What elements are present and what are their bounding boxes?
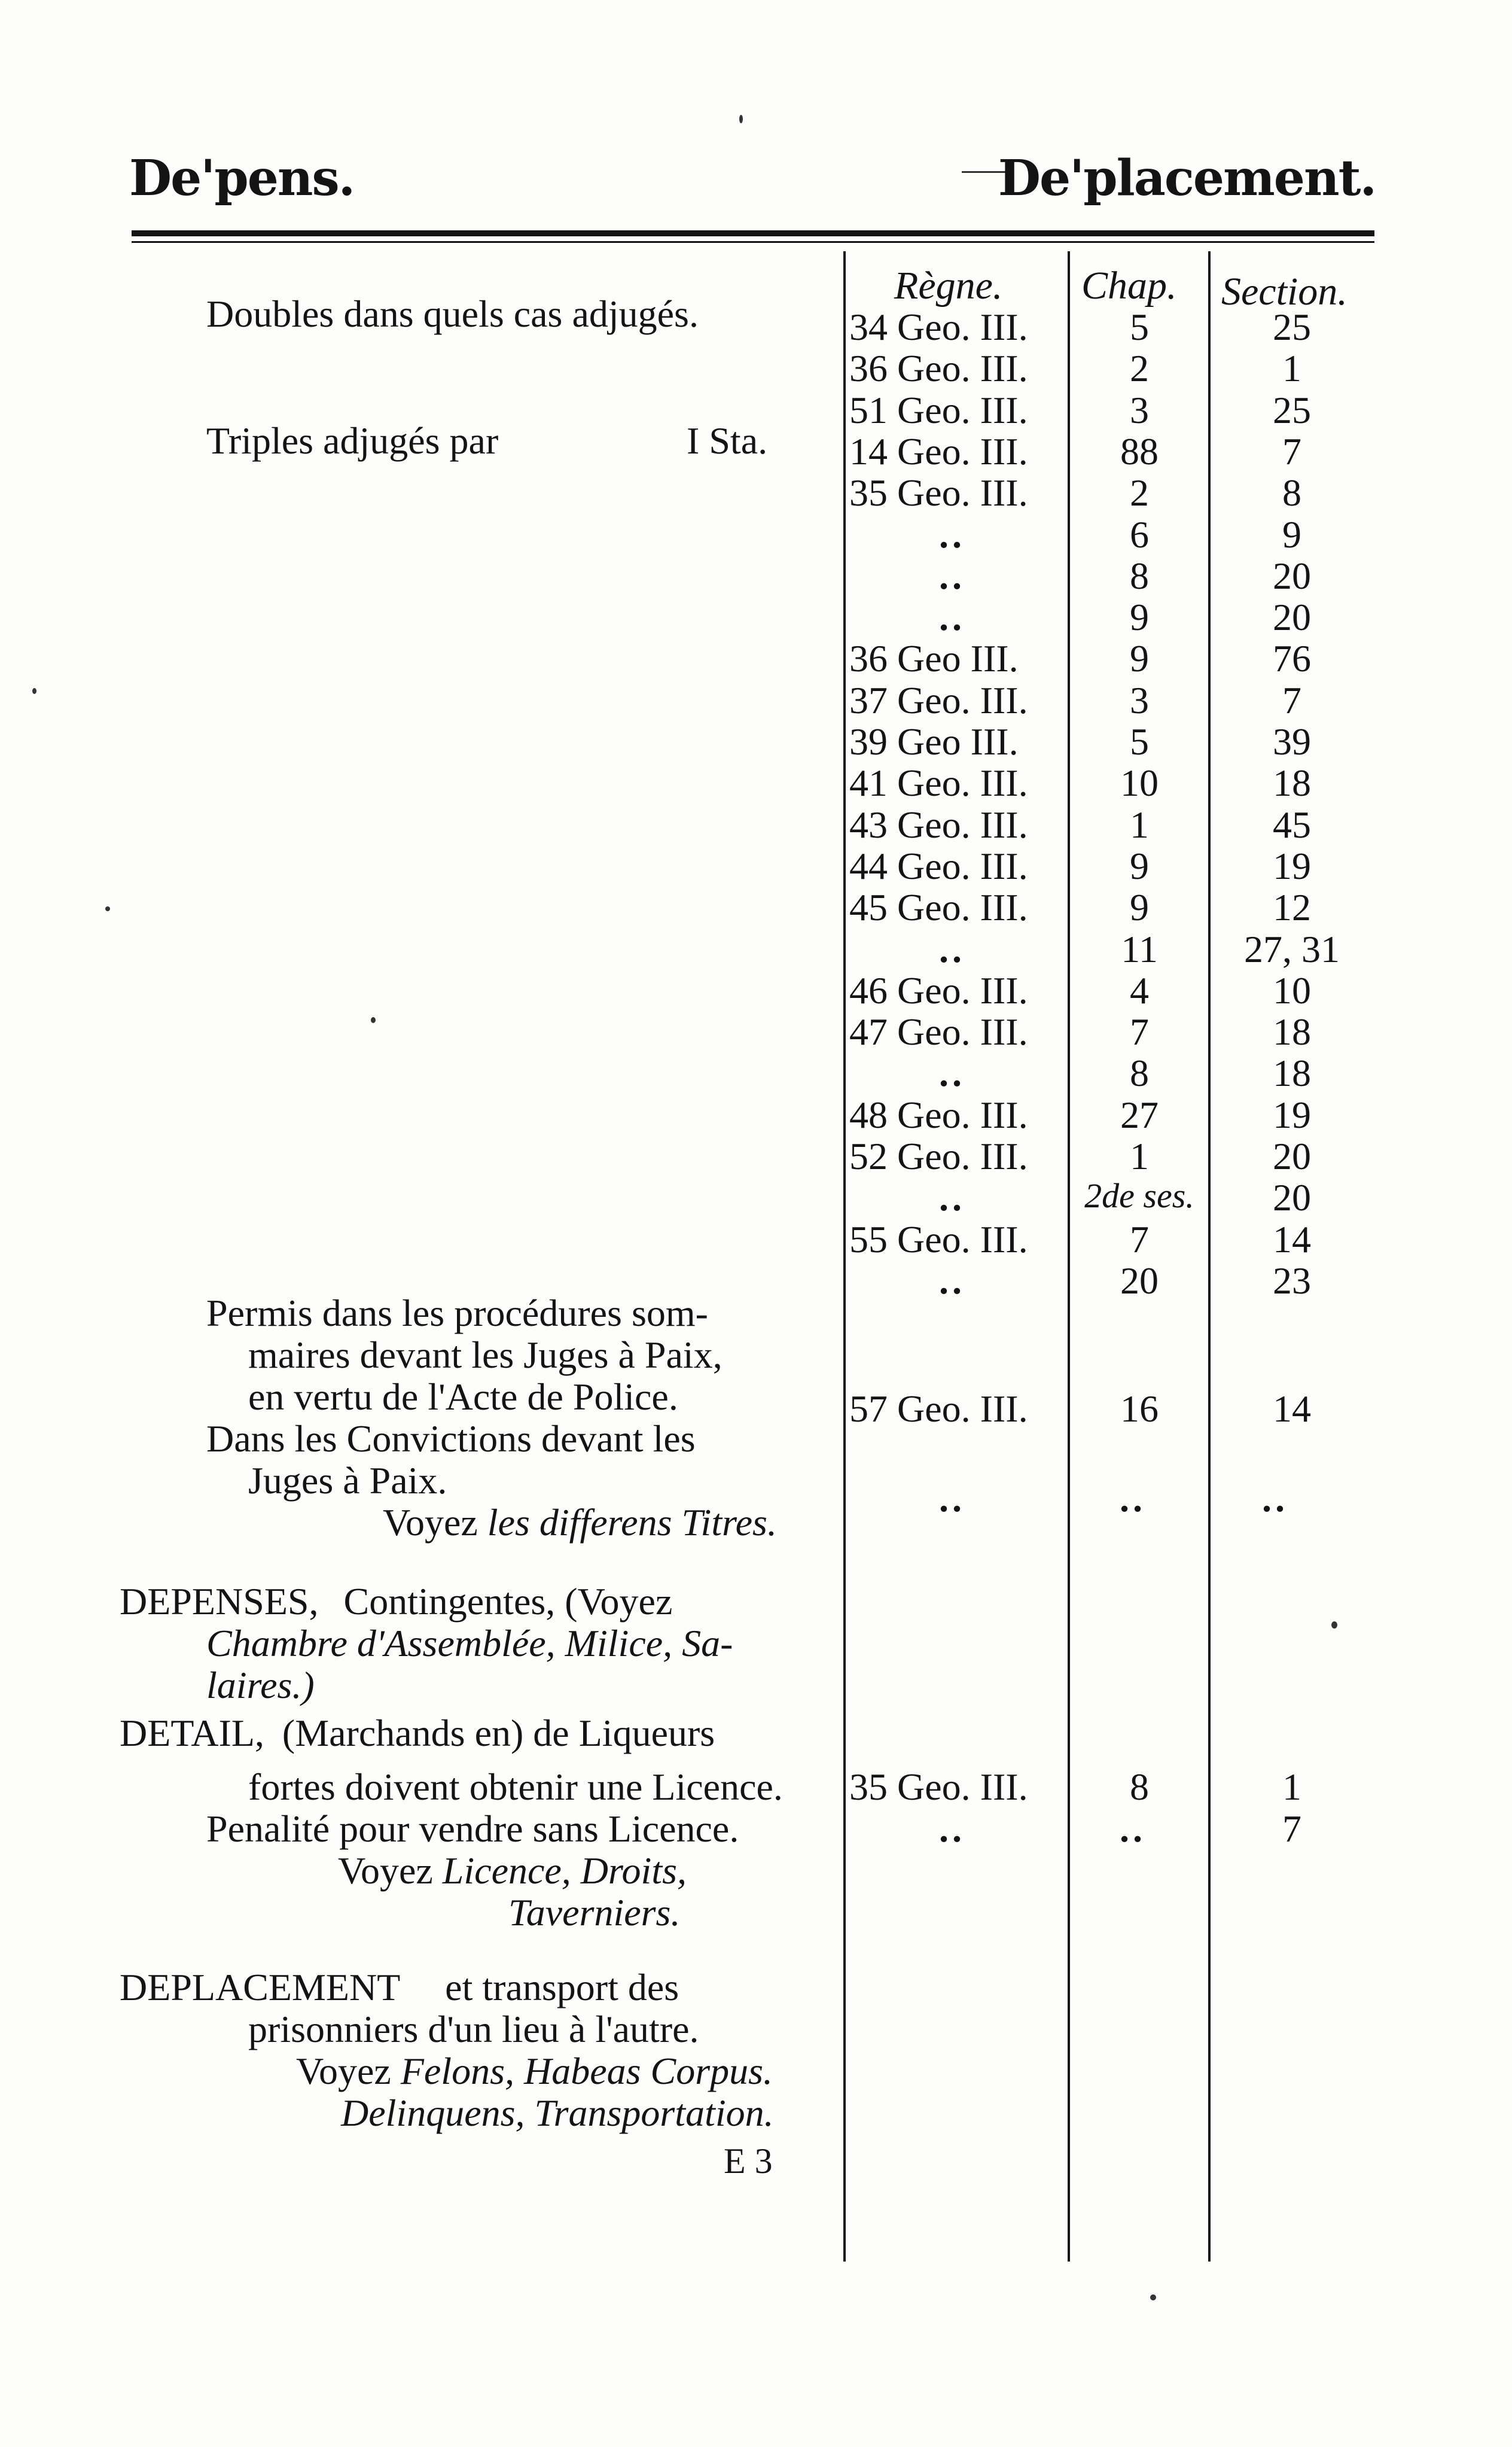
row-section: 20	[1273, 1135, 1311, 1177]
row-dots-regne: ..	[939, 1477, 965, 1520]
entry-deplacement	[120, 1965, 679, 2010]
voyez-felons-lead: Voyez	[296, 2050, 391, 2092]
row-penalite-regne: ..	[939, 1807, 965, 1850]
voyez-felons	[296, 2049, 773, 2093]
row-section: 25	[1273, 306, 1311, 348]
row-section: 18	[1273, 762, 1311, 804]
row-section: 7	[1282, 679, 1301, 722]
depenses-text: Contingentes, (Voyez	[343, 1580, 673, 1623]
print-speck	[371, 1017, 376, 1023]
signature-mark: E 3	[724, 2141, 773, 2181]
entry-doubles: Doubles dans quels cas adjugés.	[206, 293, 699, 335]
deplacement-heading: DEPLACEMENT	[120, 1966, 400, 2008]
row-chap: 1	[1130, 1135, 1149, 1177]
voyez-licence-line2: Taverniers.	[508, 1891, 681, 1934]
row-section: 7	[1282, 430, 1301, 473]
depenses-heading: DEPENSES,	[120, 1580, 319, 1623]
print-speck	[1150, 2294, 1156, 2300]
running-head-right: De'placement.	[998, 150, 1376, 207]
entry-triples-statute: I Sta.	[687, 419, 768, 462]
row-section: 18	[1273, 1052, 1311, 1094]
row-regne: ..	[939, 1176, 965, 1219]
voyez-licence	[338, 1849, 687, 1893]
entry-depenses-line2: Chambre d'Assemblée, Milice, Sa-	[206, 1622, 733, 1664]
row-regne: 37 Geo. III.	[849, 679, 1028, 722]
row-regne: ..	[939, 513, 965, 556]
detail-text: (Marchands en) de Liqueurs	[282, 1712, 715, 1754]
row-chap: 20	[1120, 1259, 1159, 1302]
print-speck	[739, 115, 743, 123]
voyez-licence-lead: Voyez	[338, 1849, 433, 1892]
entry-triples: Triples adjugés par	[206, 419, 499, 462]
voyez-reference: les differens Titres.	[487, 1501, 777, 1544]
row-chap: 2de ses.	[1084, 1176, 1194, 1215]
column-divider-regne	[843, 251, 846, 2262]
column-divider-chap	[1068, 251, 1070, 2262]
header-rule-thin	[132, 241, 1374, 243]
row-regne: 52 Geo. III.	[849, 1135, 1028, 1177]
row-regne: 14 Geo. III.	[849, 430, 1028, 473]
row-regne: 44 Geo. III.	[849, 845, 1028, 887]
entry-depenses-line3: laires.)	[206, 1664, 315, 1706]
entry-detail-line2: fortes doivent obtenir une Licence.	[248, 1766, 783, 1808]
row-chap: 3	[1130, 389, 1149, 431]
row-detail-section: 1	[1282, 1766, 1301, 1808]
entry-permis-line1: Permis dans les procédures som-	[206, 1292, 708, 1334]
row-section: 19	[1273, 845, 1311, 887]
row-section: 18	[1273, 1011, 1311, 1053]
row-regne: ..	[939, 596, 965, 638]
detail-heading: DETAIL,	[120, 1712, 264, 1754]
row-regne: ..	[939, 1259, 965, 1302]
entry-permis-line3: en vertu de l'Acte de Police.	[248, 1375, 678, 1418]
row-chap: 5	[1130, 720, 1149, 763]
column-heading-section: Section.	[1221, 270, 1348, 314]
row-chap: 7	[1130, 1011, 1149, 1053]
row-section: 23	[1273, 1259, 1311, 1302]
voyez-felons-ref: Felons, Habeas Corpus.	[400, 2050, 773, 2092]
row-chap: 9	[1130, 596, 1149, 638]
row-regne: 41 Geo. III.	[849, 762, 1028, 804]
row-section: 20	[1273, 555, 1311, 597]
row-dots-section: ..	[1262, 1477, 1288, 1520]
row-section: 19	[1273, 1094, 1311, 1136]
row-chap: 9	[1130, 637, 1149, 680]
row-chap: 27	[1120, 1094, 1159, 1136]
column-heading-regne: Règne.	[894, 264, 1003, 308]
row-chap: 6	[1130, 513, 1149, 556]
print-speck	[32, 688, 36, 694]
row-regne: 39 Geo III.	[849, 720, 1019, 763]
row-regne: 48 Geo. III.	[849, 1094, 1028, 1136]
row-regne: 35 Geo. III.	[849, 471, 1028, 514]
row-chap: 3	[1130, 679, 1149, 722]
row-regne: 43 Geo. III.	[849, 804, 1028, 846]
entry-convictions-line2: Juges à Paix.	[248, 1459, 447, 1502]
row-dots-chap: ..	[1120, 1477, 1146, 1520]
entry-penalite: Penalité pour vendre sans Licence.	[206, 1807, 739, 1850]
row-chap: 7	[1130, 1218, 1149, 1261]
column-heading-chap: Chap.	[1081, 264, 1177, 308]
row-regne: 36 Geo III.	[849, 637, 1019, 680]
row-section: 45	[1273, 804, 1311, 846]
row-section: 25	[1273, 389, 1311, 431]
row-chap: 11	[1121, 928, 1158, 970]
row-chap: 8	[1130, 1052, 1149, 1094]
row-section: 39	[1273, 720, 1311, 763]
row-regne: 55 Geo. III.	[849, 1218, 1028, 1261]
voyez-lead: Voyez	[383, 1501, 478, 1544]
row-section: 27, 31	[1244, 928, 1340, 970]
header-rule-thick	[132, 230, 1374, 236]
row-regne: ..	[939, 555, 965, 597]
row-regne: 47 Geo. III.	[849, 1011, 1028, 1053]
entry-convictions-line1: Dans les Convictions devant les	[206, 1417, 696, 1460]
running-head-left: De'pens.	[129, 150, 355, 207]
print-speck	[105, 906, 110, 911]
row-chap: 5	[1130, 306, 1149, 348]
row-detail-chap: 8	[1130, 1766, 1149, 1808]
row-penalite-section: 7	[1282, 1807, 1301, 1850]
row-chap: 88	[1120, 430, 1159, 473]
voyez-differens-titres	[383, 1501, 777, 1545]
row-regne: 46 Geo. III.	[849, 969, 1028, 1012]
row-chap: 9	[1130, 845, 1149, 887]
entry-deplacement-line2: prisonniers d'un lieu à l'autre.	[248, 2008, 699, 2050]
row-chap: 4	[1130, 969, 1149, 1012]
print-speck	[1331, 1621, 1337, 1629]
row-regne: ..	[939, 928, 965, 970]
voyez-felons-line2: Delinquens, Transportation.	[341, 2092, 774, 2134]
row-57-section: 14	[1273, 1387, 1311, 1430]
row-57-chap: 16	[1120, 1387, 1159, 1430]
row-regne: 45 Geo. III.	[849, 886, 1028, 929]
row-section: 12	[1273, 886, 1311, 929]
row-regne: ..	[939, 1052, 965, 1094]
entry-depenses	[120, 1579, 672, 1624]
row-section: 1	[1282, 347, 1301, 389]
row-chap: 10	[1120, 762, 1159, 804]
row-section: 76	[1273, 637, 1311, 680]
row-penalite-chap: ..	[1120, 1807, 1146, 1850]
row-section: 14	[1273, 1218, 1311, 1261]
row-regne: 36 Geo. III.	[849, 347, 1028, 389]
row-chap: 2	[1130, 471, 1149, 514]
deplacement-text: et transport des	[445, 1966, 679, 2008]
row-57-regne: 57 Geo. III.	[849, 1387, 1028, 1430]
row-chap: 8	[1130, 555, 1149, 597]
row-section: 9	[1282, 513, 1301, 556]
row-chap: 2	[1130, 347, 1149, 389]
row-section: 10	[1273, 969, 1311, 1012]
entry-detail	[120, 1711, 715, 1755]
row-section: 20	[1273, 596, 1311, 638]
entry-permis-line2: maires devant les Juges à Paix,	[248, 1334, 723, 1376]
row-detail-regne: 35 Geo. III.	[849, 1766, 1028, 1808]
row-chap: 1	[1130, 804, 1149, 846]
row-chap: 9	[1130, 886, 1149, 929]
row-section: 8	[1282, 471, 1301, 514]
voyez-licence-ref: Licence, Droits,	[442, 1849, 687, 1892]
row-section: 20	[1273, 1176, 1311, 1219]
column-divider-section	[1208, 251, 1211, 2262]
row-regne: 34 Geo. III.	[849, 306, 1028, 348]
row-regne: 51 Geo. III.	[849, 389, 1028, 431]
